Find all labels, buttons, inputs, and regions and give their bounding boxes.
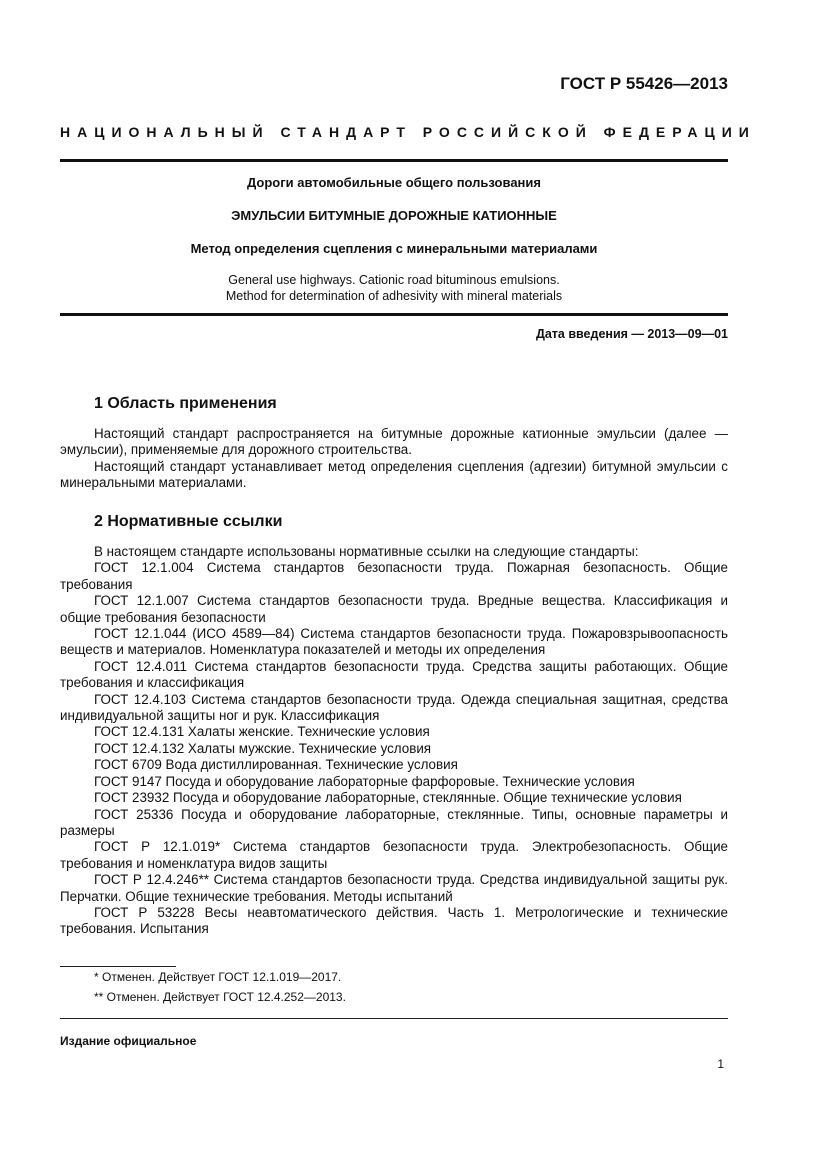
- reference-item: ГОСТ 6709 Вода дистиллированная. Технические условия: [94, 757, 458, 773]
- footnote-1: * Отменен. Действует ГОСТ 12.1.019—2017.: [94, 970, 342, 984]
- reference-item: ГОСТ Р 12.1.019* Система стандартов безопасности труда. Электробезопасность. Общие требования и номенклатура видов защиты: [60, 839, 728, 871]
- section-1-body: [60, 426, 728, 492]
- introduction-date: Дата введения — 2013—09—01: [535, 327, 728, 341]
- english-title-line-1: General use highways. Cationic road bituminous emulsions.: [228, 273, 560, 287]
- bottom-divider: [60, 1018, 728, 1019]
- english-title: [60, 272, 728, 304]
- section-1-paragraph: Настоящий стандарт распространяется на битумные дорожные катионные эмульсии (далее — эмульсии), применяемые для дорожного строительства.: [60, 426, 728, 458]
- official-edition-label: Издание официальное: [60, 1034, 197, 1048]
- section-2-heading: 2 Нормативные ссылки: [94, 513, 283, 530]
- reference-item: ГОСТ 12.1.004 Система стандартов безопасности труда. Пожарная безопасность. Общие требования: [60, 560, 728, 592]
- reference-item: ГОСТ 23932 Посуда и оборудование лабораторные, стеклянные. Общие технические условия: [94, 790, 682, 806]
- section-1-heading: 1 Область применения: [94, 395, 277, 412]
- title-line-1: Дороги автомобильные общего пользования: [247, 175, 541, 190]
- reference-item: В настоящем стандарте использованы нормативные ссылки на следующие стандарты:: [94, 544, 639, 559]
- english-title-line-2: Method for determination of adhesivity with mineral materials: [225, 289, 563, 303]
- section-1-paragraph: Настоящий стандарт устанавливает метод определения сцепления (адгезии) битумной эмульсии с минеральными материалами.: [60, 458, 728, 491]
- reference-item: ГОСТ 25336 Посуда и оборудование лабораторные, стеклянные. Типы, основные параметры и размеры: [60, 806, 728, 838]
- section-2-body: [60, 544, 728, 938]
- reference-item: ГОСТ 12.1.044 (ИСО 4589—84) Система стандартов безопасности труда. Пожаровзрывоопасность веществ и материалов. Номенклатура показателей и методы их определения: [60, 626, 728, 658]
- title-divider: [60, 313, 728, 316]
- footnote-separator: [60, 966, 176, 967]
- page-number: 1: [717, 1057, 724, 1071]
- reference-item: ГОСТ 12.1.007 Система стандартов безопасности труда. Вредные вещества. Классификация и общие требования безопасности: [60, 593, 728, 625]
- reference-item: ГОСТ 12.4.131 Халаты женские. Технические условия: [94, 724, 430, 740]
- title-line-2: ЭМУЛЬСИИ БИТУМНЫЕ ДОРОЖНЫЕ КАТИОННЫЕ: [231, 208, 557, 223]
- title-line-3: Метод определения сцепления с минеральными материалами: [190, 241, 598, 256]
- national-standard-banner: НАЦИОНАЛЬНЫЙ СТАНДАРТ РОССИЙСКОЙ ФЕДЕРАЦИИ: [60, 124, 756, 140]
- reference-item: ГОСТ 12.4.132 Халаты мужские. Технические условия: [94, 740, 432, 756]
- reference-item: ГОСТ 12.4.103 Система стандартов безопасности труда. Одежда специальная защитная, средства индивидуальной защиты ног и рук. Классификация: [60, 691, 728, 724]
- reference-item: ГОСТ Р 53228 Весы неавтоматического действия. Часть 1. Метрологические и технические требования. Испытания: [60, 904, 728, 937]
- reference-item: ГОСТ Р 12.4.246** Система стандартов безопасности труда. Средства индивидуальной защиты рук. Перчатки. Общие технические требования. Методы испытаний: [60, 872, 728, 904]
- top-divider: [60, 159, 728, 162]
- footnote-2: ** Отменен. Действует ГОСТ 12.4.252—2013.: [94, 990, 346, 1004]
- standard-number: ГОСТ Р 55426—2013: [560, 74, 728, 93]
- reference-item: ГОСТ 9147 Посуда и оборудование лабораторные фарфоровые. Технические условия: [94, 773, 635, 789]
- reference-item: ГОСТ 12.4.011 Система стандартов безопасности труда. Средства защиты работающих. Общие требования и классификация: [60, 658, 728, 691]
